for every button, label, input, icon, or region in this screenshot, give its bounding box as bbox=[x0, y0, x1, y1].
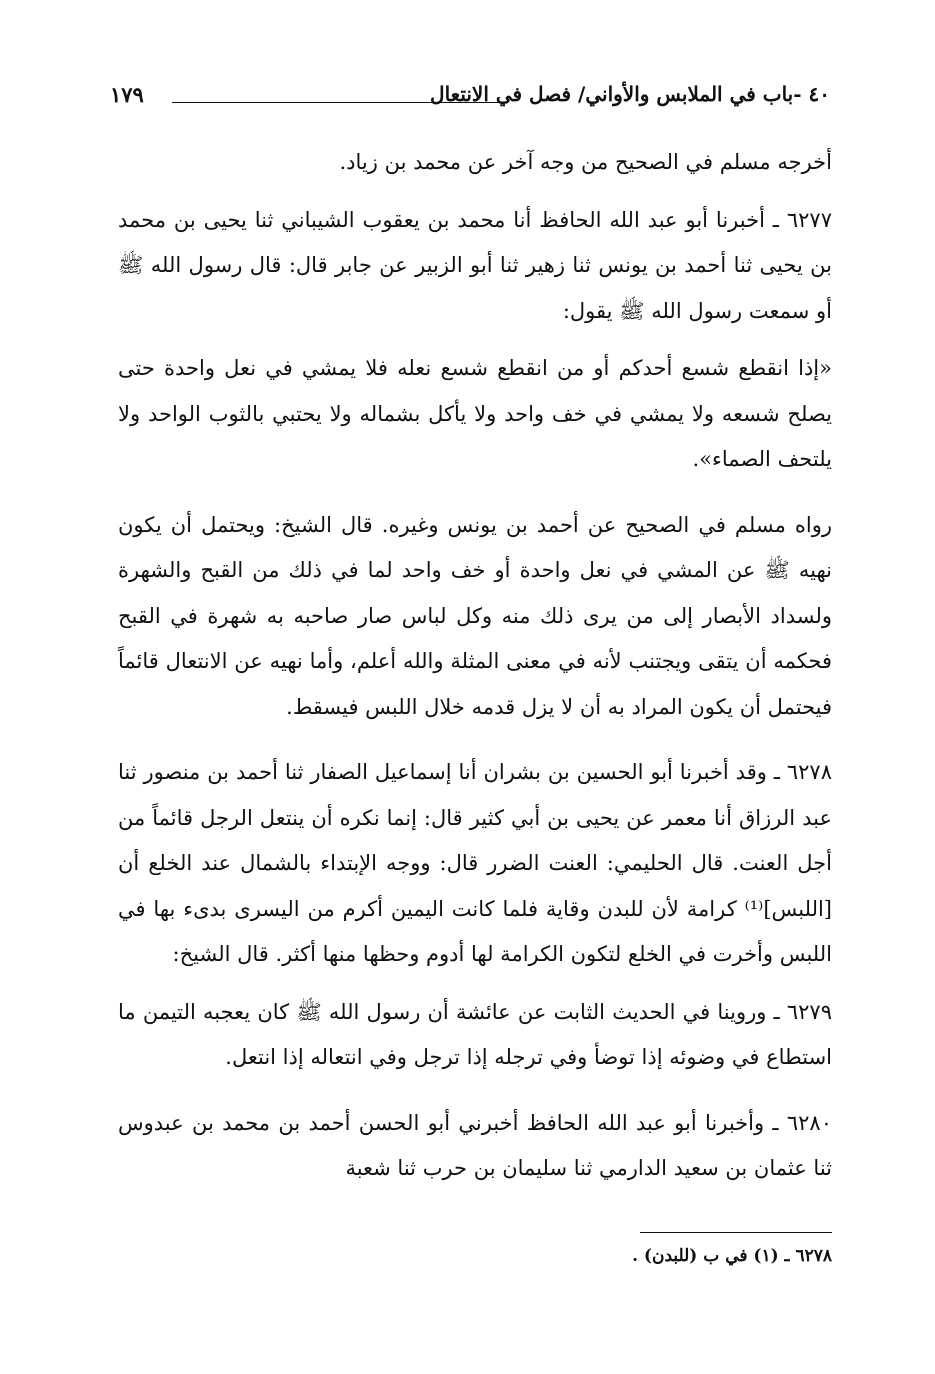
footnote: ٦٢٧٨ ـ (١) في ب (للبدن) . bbox=[632, 1246, 832, 1266]
hadith-6279: ٦٢٧٩ ـ وروينا في الحديث الثابت عن عائشة أن رسول الله ﷺ كان يعجبه التيمن ما استطاع في وضوئه إذا توضأ وفي ترجله إذا ترجل وفي انتعاله إذا انتعل. bbox=[118, 999, 832, 1069]
paragraph-1: أخرجه مسلم في الصحيح من وجه آخر عن محمد بن زياد. bbox=[339, 150, 832, 174]
hadith-quote: «إذا انقطع شسع أحدكم أو من انقطع شسع نعله فلا يمشي في نعل واحدة حتى يصلح شسعه ولا يمشي في خف واحد ولا يأكل بشماله ولا يحتبي بالثوب الواحد ولا يلتحف الصماء». bbox=[118, 356, 832, 471]
page-number: ١٧٩ bbox=[110, 82, 144, 107]
body-text bbox=[118, 140, 832, 1204]
header-rule bbox=[172, 102, 500, 103]
hadith-6277: ٦٢٧٧ ـ أخبرنا أبو عبد الله الحافظ أنا محمد بن يعقوب الشيباني ثنا يحيى بن محمد بن يحيى ثنا أحمد بن يونس ثنا زهير ثنا أبو الزبير عن جابر قال: قال رسول الله ﷺ أو سمعت رسول الله ﷺ يقول: bbox=[118, 207, 832, 323]
hadith-6280: ٦٢٨٠ ـ وأخبرنا أبو عبد الله الحافظ أخبرني أبو الحسن أحمد بن محمد بن عبدوس ثنا عثمان بن سعيد الدارمي ثنا سليمان بن حرب ثنا شعبة bbox=[118, 1110, 832, 1180]
running-header bbox=[110, 78, 830, 118]
footnote-rule bbox=[640, 1232, 832, 1233]
commentary-paragraph: رواه مسلم في الصحيح عن أحمد بن يونس وغيره. قال الشيخ: ويحتمل أن يكون نهيه ﷺ عن المشي في نعل واحدة أو خف واحد لما في ذلك من القبح والشهرة ولسداد الأبصار إلى من يرى ذلك منه وكل لباس صار صاحبه به شهرة في القبح فحكمه أن يتقى ويجتنب لأنه في معنى المثلة والله أعلم، وأما نهيه عن الانتعال قائماً فيحتمل أن يكون المراد به أن لا يزل قدمه خلال اللبس فيسقط. bbox=[118, 512, 832, 719]
hadith-6278: ٦٢٧٨ ـ وقد أخبرنا أبو الحسين بن بشران أنا إسماعيل الصفار ثنا أحمد بن منصور ثنا عبد الرزاق أنا معمر عن يحيى بن أبي كثير قال: إنما نكره أن ينتعل الرجل قائماً من أجل العنت. قال الحليمي: العنت الضرر قال: ووجه الإبتداء بالشمال عند الخلع أن [اللبس]⁽¹⁾ كرامة لأن للبدن وقاية فلما كانت اليمين أكرم من اليسرى بدىء بها في اللبس وأخرت في الخلع لتكون الكرامة لها أدوم وحظها منها أكثر. قال الشيخ: bbox=[118, 760, 832, 966]
chapter-title: ٤٠ -باب في الملابس والأواني/ فصل في الانتعال bbox=[430, 82, 830, 106]
